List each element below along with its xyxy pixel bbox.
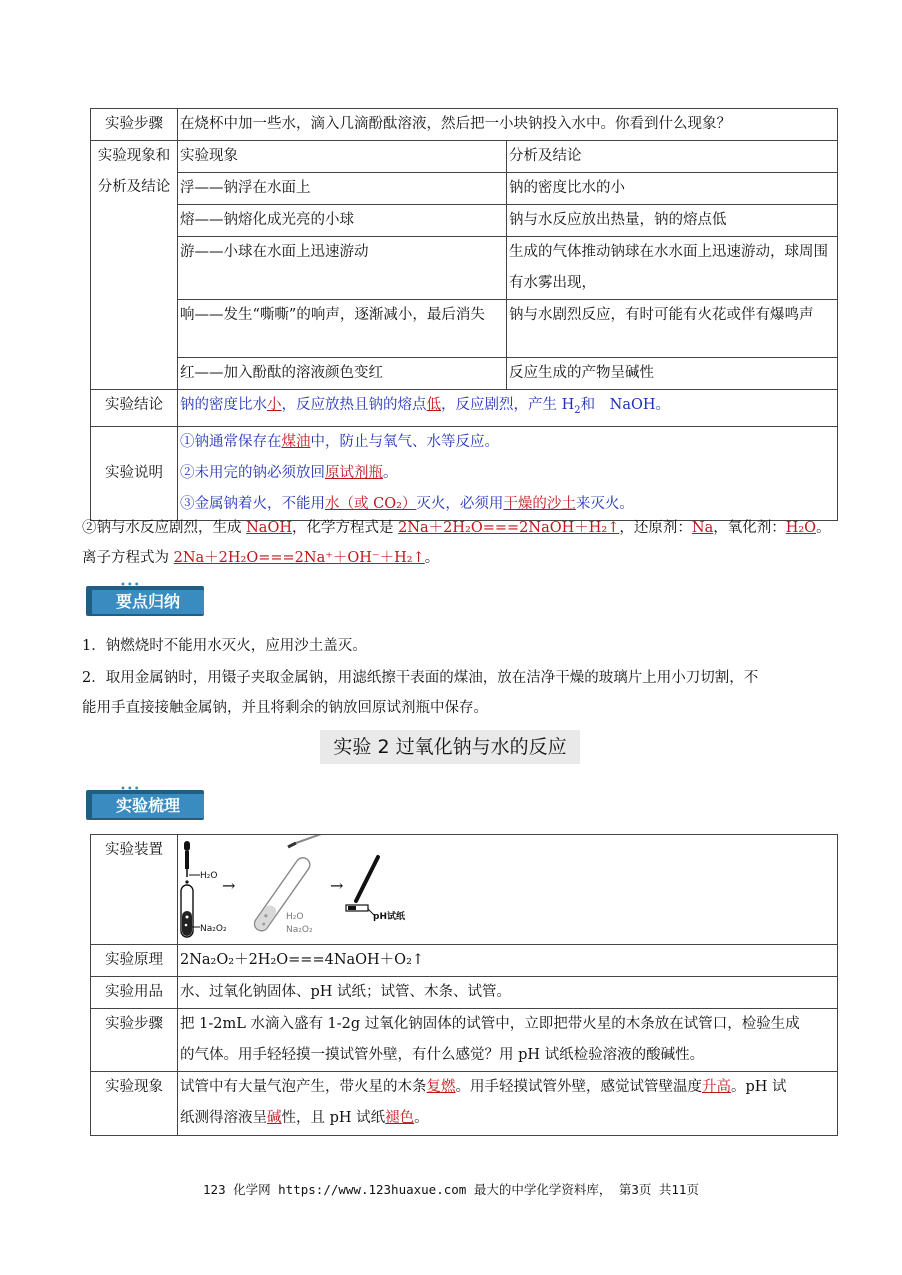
analysis-cell: 钠与水剧烈反应，有时可能有火花或伴有爆鸣声 (507, 300, 838, 358)
label-ph-paper: pH试纸 (373, 912, 405, 922)
phen-line-2 (180, 1103, 835, 1134)
analysis-cell: 生成的气体推动钠球在水水面上迅速游动，球周围有水雾出现， (507, 237, 838, 300)
text: ③金属钠着火，不能用 (180, 495, 325, 512)
step-label: 实验步骤 (91, 109, 178, 141)
principle-label: 实验原理 (91, 945, 178, 977)
sodium-water-table (90, 108, 838, 521)
test-tube-icon (181, 885, 193, 937)
text: ②未用完的钠必须放回 (180, 464, 325, 481)
step-text: 在烧杯中加一些水，滴入几滴酚酞溶液，然后把一小块钠投入水中。你看到什么现象？ (178, 109, 838, 141)
observation-cell: 红——加入酚酞的溶液颜色变红 (178, 358, 507, 390)
badge-label: 实验梳理 (92, 794, 204, 818)
label-h2o-b: H₂O (286, 912, 304, 922)
section-badge-key-points (86, 580, 204, 616)
text: 。 (383, 464, 398, 481)
label-na2o2: Na₂O₂ (200, 924, 227, 934)
steps-label: 实验步骤 (91, 1009, 178, 1072)
apparatus-figure (178, 835, 498, 943)
page-footer: 123 化学网 https://www.123huaxue.com 最大的中学化学资料库， 第3页 共11页 (203, 1182, 699, 1197)
text: 离子方程式为 (82, 550, 174, 566)
note-2 (180, 458, 835, 489)
text: 灭火，必须用 (416, 495, 504, 512)
observation-cell: 熔——钠熔化成光亮的小球 (178, 205, 507, 237)
principle-text: 2Na₂O₂＋2H₂O===4NaOH＋O₂↑ (178, 945, 838, 977)
point-1: 1．钠燃烧时不能用水灭火，应用沙土盖灭。 (82, 638, 367, 654)
dropper-icon (184, 841, 190, 884)
analysis-cell: 反应生成的产物呈碱性 (507, 358, 838, 390)
section-badge-experiment-overview (86, 784, 204, 820)
answer: Na (691, 520, 714, 536)
materials-label: 实验用品 (91, 977, 178, 1009)
materials-text: 水、过氧化钠固体、pH 试纸；试管、木条、试管。 (178, 977, 838, 1009)
answer: NaOH (246, 520, 292, 536)
reaction-line-1 (82, 516, 831, 537)
label-h2o: H₂O (200, 871, 218, 881)
peroxide-water-table (90, 834, 838, 1136)
phen-line-1 (180, 1072, 835, 1103)
obs-label-line1: 实验现象和 (97, 148, 171, 164)
conclusion-text (178, 390, 838, 427)
text: 。 (424, 550, 440, 566)
text: 。pH 试 (731, 1079, 787, 1095)
text: 性，且 pH 试纸 (281, 1110, 386, 1126)
text: 试管中有大量气泡产生，带火星的木条 (180, 1079, 427, 1095)
label-na2o2-b: Na₂O₂ (286, 925, 313, 935)
answer: 2Na＋2H₂O===2NaOH＋H₂↑ (398, 520, 620, 536)
answer: 原试剂瓶 (325, 464, 383, 481)
answer: 升高 (702, 1079, 731, 1095)
text: ，反应剧烈，产生 H (441, 397, 575, 413)
apparatus-label: 实验装置 (91, 835, 178, 945)
arrow-icon: → (330, 876, 344, 895)
text: 。 (816, 520, 831, 536)
text: 来灭火。 (575, 495, 634, 512)
glass-rod-icon (356, 857, 378, 901)
answer: 干燥的沙土 (503, 495, 576, 512)
text: ，还原剂： (619, 520, 692, 536)
text: 。 (414, 1110, 429, 1126)
text: ②钠与水反应剧烈，生成 (82, 520, 247, 536)
steps-line-1: 把 1-2mL 水滴入盛有 1-2g 过氧化钠固体的试管中，立即把带火星的木条放在试管口，检验生成 (180, 1016, 800, 1032)
answer: 小 (267, 397, 282, 413)
phenomenon-text (178, 1072, 838, 1136)
answer: 碱 (267, 1110, 282, 1126)
badge-label: 要点归纳 (92, 590, 204, 614)
col-header-observation: 实验现象 (178, 141, 507, 173)
reaction-line-2 (82, 546, 439, 567)
observation-cell: 响——发生“嘶嘶”的响声，逐渐减小，最后消失 (178, 300, 507, 358)
text: 纸测得溶液呈 (180, 1110, 267, 1126)
experiment-2-heading: 实验 2 过氧化钠与水的反应 (320, 730, 580, 764)
apparatus-figure-cell (178, 835, 838, 945)
answer: 低 (426, 397, 441, 413)
observation-cell: 浮——钠浮在水面上 (178, 173, 507, 205)
text: 和 NaOH。 (580, 397, 671, 413)
answer: 2Na＋2H₂O===2Na⁺＋OH⁻＋H₂↑ (173, 550, 425, 566)
answer: H₂O (785, 520, 817, 536)
point-2-cont: 能用手直接接触金属钠，并且将剩余的钠放回原试剂瓶中保存。 (82, 700, 488, 716)
conclusion-label: 实验结论 (91, 390, 178, 427)
ph-paper-icon (346, 905, 368, 911)
point-2: 2．取用金属钠时，用镊子夹取金属钠，用滤纸擦干表面的煤油，放在洁净干燥的玻璃片上用小刀切割，不 (82, 670, 759, 686)
steps-line-2: 的气体。用手轻轻摸一摸试管外壁，有什么感觉？用 pH 试纸检验溶液的酸碱性。 (180, 1047, 705, 1063)
col-header-analysis: 分析及结论 (507, 141, 838, 173)
answer: 褪色 (385, 1110, 415, 1126)
observation-analysis-label (91, 141, 178, 390)
text: ，氧化剂： (713, 520, 786, 536)
note-1 (180, 427, 835, 458)
answer: 复燃 (426, 1079, 456, 1095)
analysis-cell: 钠的密度比水的小 (507, 173, 838, 205)
text: ，反应放热且钠的熔点 (281, 397, 427, 413)
answer: 煤油 (281, 433, 311, 450)
note-label: 实验说明 (91, 426, 178, 520)
subscript: 2 (574, 404, 581, 416)
obs-label-line2: 分析及结论 (97, 179, 171, 195)
steps-text (178, 1009, 838, 1072)
text: ，化学方程式是 (291, 520, 399, 536)
text: 钠的密度比水 (180, 397, 267, 413)
text: 。用手轻摸试管外壁，感觉试管壁温度 (455, 1079, 702, 1095)
answer: 水（或 CO₂） (325, 495, 417, 512)
arrow-icon: → (222, 876, 236, 895)
phenomenon-label: 实验现象 (91, 1072, 178, 1136)
text: 中，防止与氧气、水等反应。 (310, 433, 499, 450)
observation-cell: 游——小球在水面上迅速游动 (178, 237, 507, 300)
text: ①钠通常保存在 (180, 433, 282, 450)
analysis-cell: 钠与水反应放出热量，钠的熔点低 (507, 205, 838, 237)
notes (178, 426, 838, 520)
